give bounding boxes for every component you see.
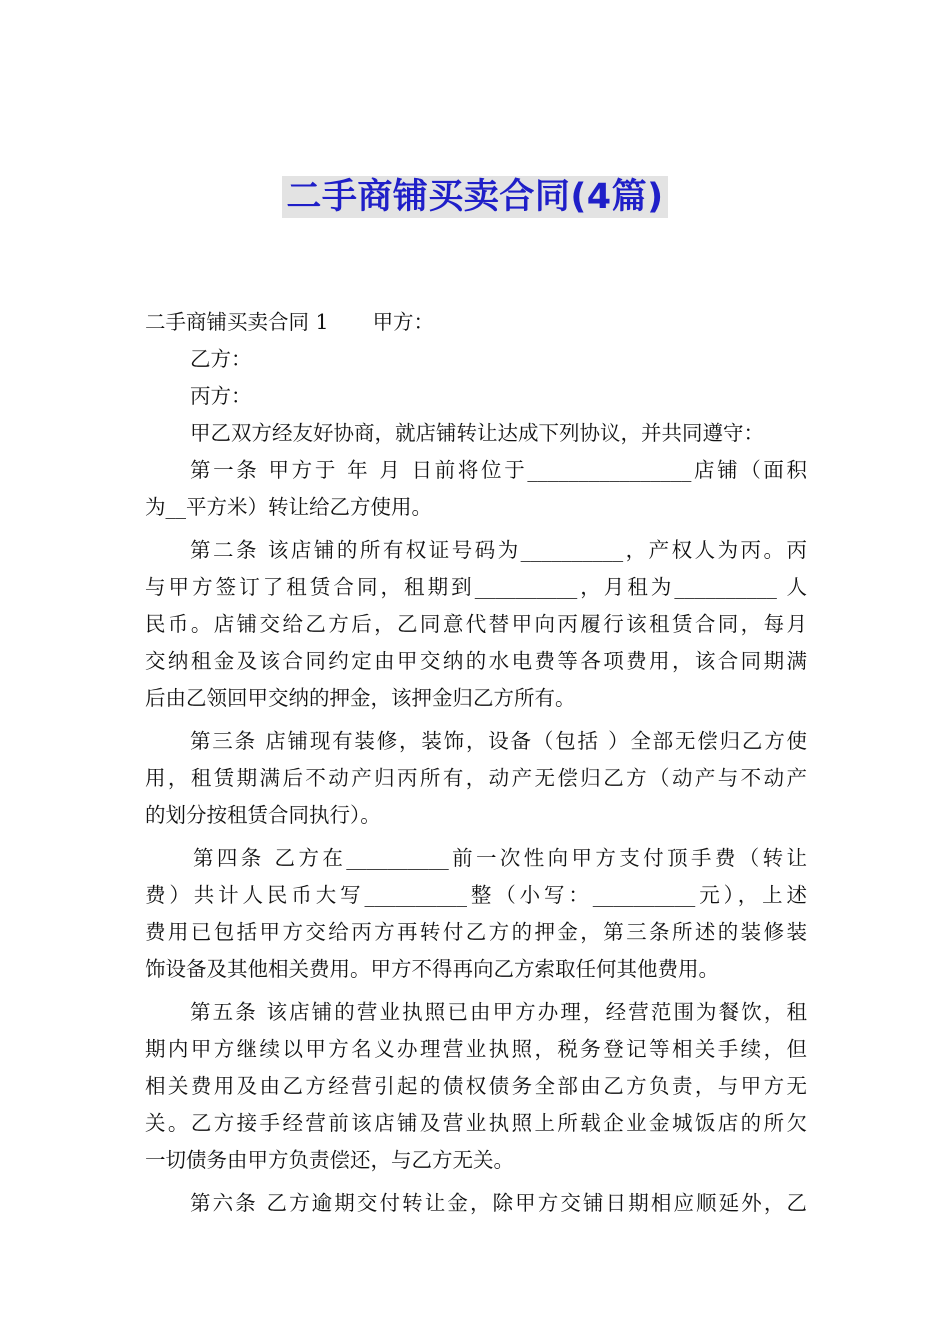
paragraph-line: 第二条 该店铺的所有权证号码为__________，产权人为丙。丙	[190, 538, 807, 562]
intro-paragraph: 甲乙双方经友好协商，就店铺转让达成下列协议，并共同遵守：	[190, 421, 764, 445]
paragraph-line: 第四条 乙方在__________前一次性向甲方支付顶手费（转让	[193, 846, 807, 870]
paragraph-line: 费用已包括甲方交给丙方再转付乙方的押金，第三条所述的装修装	[145, 920, 807, 944]
paragraph-line: 饰设备及其他相关费用。甲方不得再向乙方索取任何其他费用。	[145, 957, 719, 981]
article-3	[145, 723, 807, 834]
paragraph-line: 的划分按租赁合同执行）。	[145, 803, 381, 827]
paragraph-line: 与甲方签订了租赁合同，租期到__________，月租为__________ 人	[145, 575, 807, 599]
paragraph-line: 关。乙方接手经营前该店铺及营业执照上所载企业金城饭店的所欠	[145, 1111, 807, 1135]
paragraph-line: 费）共计人民币大写__________整（小写：__________元），上述	[145, 883, 807, 907]
party-c-label: 丙方：	[190, 384, 252, 408]
article-5	[145, 994, 807, 1179]
heading-line	[145, 304, 807, 341]
paragraph-line: 用，租赁期满后不动产归丙所有，动产无偿归乙方（动产与不动产	[145, 766, 807, 790]
paragraph-line: 相关费用及由乙方经营引起的债权债务全部由乙方负责，与甲方无	[145, 1074, 807, 1098]
title-wrap	[0, 176, 950, 218]
paragraph-line: 交纳租金及该合同约定由甲交纳的水电费等各项费用，该合同期满	[145, 649, 807, 673]
paragraph-line: 民币。店铺交给乙方后，乙同意代替甲向丙履行该租赁合同，每月	[145, 612, 807, 636]
paragraph-line: 第一条 甲方于 年 月 日前将位于________________店铺（面积	[190, 458, 807, 482]
article-4	[145, 840, 807, 988]
paragraph-line: 第三条 店铺现有装修，装饰，设备（包括 ）全部无偿归乙方使	[190, 729, 807, 753]
paragraph-line: 后由乙领回甲交纳的押金，该押金归乙方所有。	[145, 686, 576, 710]
party-a-label: 甲方：	[372, 310, 435, 334]
paragraph-line: 第六条 乙方逾期交付转让金，除甲方交铺日期相应顺延外，乙	[190, 1191, 807, 1215]
paragraph-line: 为__平方米）转让给乙方使用。	[145, 495, 432, 519]
party-b-label: 乙方：	[190, 347, 252, 371]
article-1	[145, 452, 807, 526]
paragraph-line: 一切债务由甲方负责偿还，与乙方无关。	[145, 1148, 514, 1172]
document-title: 二手商铺买卖合同(4篇)	[282, 176, 667, 218]
paragraph-line: 期内甲方继续以甲方名义办理营业执照，税务登记等相关手续，但	[145, 1037, 807, 1061]
paragraph-line: 第五条 该店铺的营业执照已由甲方办理，经营范围为餐饮，租	[190, 1000, 807, 1024]
contract-name: 二手商铺买卖合同 1	[145, 310, 329, 334]
document-body	[145, 304, 807, 1222]
article-6	[145, 1185, 807, 1222]
article-2	[145, 532, 807, 717]
